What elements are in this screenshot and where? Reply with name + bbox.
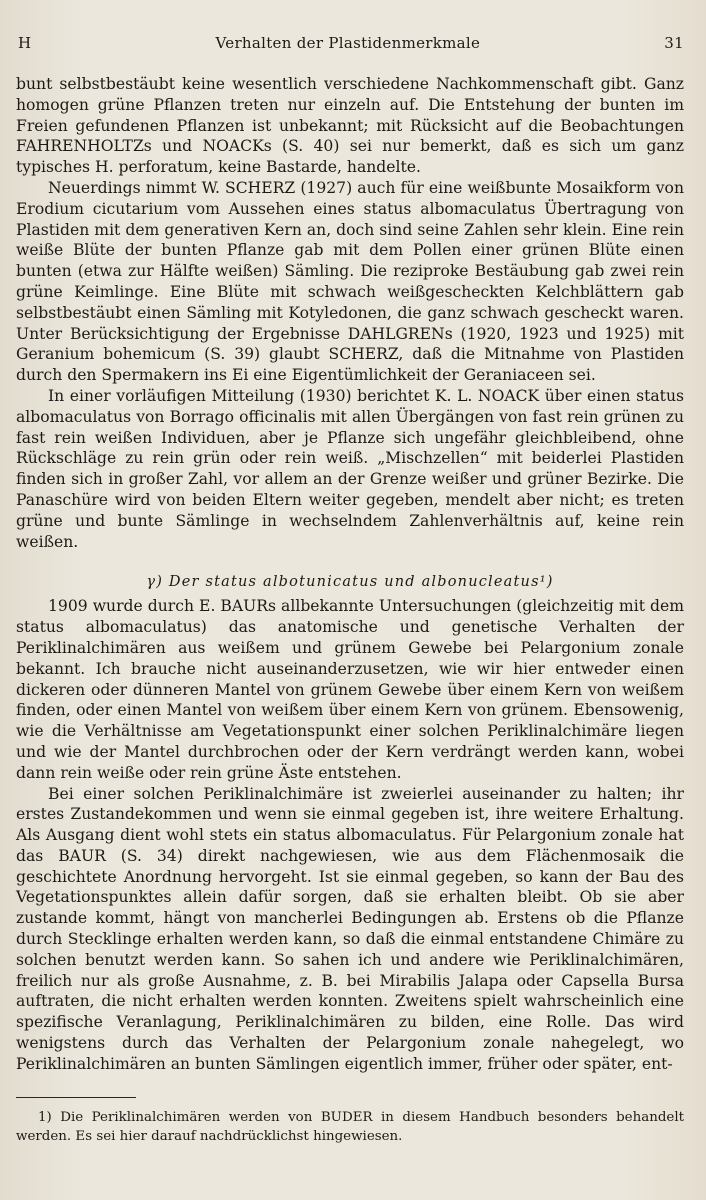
- paragraph-5: Bei einer solchen Periklinalchimäre ist zweierlei auseinander zu halten; ihr erstes Zustandekommen und wenn sie einmal gegeben ist, ihre weitere Erhaltung. Als Ausgang dient wohl stets ein status albomaculatus. Für Pelargonium zonale hat das BAUR (S. 34) direkt nachgewiesen, wie aus dem Flächenmosaik die geschichtete Anordnung hervorgeht. Ist sie einmal gegeben, so kann der Bau des Vegetationspunktes allein dafür sorgen, daß sie erhalten bleibt. Ob sie aber zustande kommt, hängt von mancherlei Bedingungen ab. Erstens ob die Pflanze durch Stecklinge erhalten werden kann, so daß die einmal entstandene Chimäre zu solchen benutzt werden kann. So sahen ich und andere wie Periklinalchimären, freilich nur als große Ausnahme, z. B. bei Mirabilis Jalapa oder Capsella Bursa auftraten, die nicht erhalten werden konnten. Zweitens spielt wahrscheinlich eine spezifische Veranlagung, Periklinalchimären zu bilden, eine Rolle. Das wird wenigstens durch das Verhalten der Pelargonium zonale nahegelegt, wo Periklinalchimären an bunten Sämlingen eigentlich immer, früher oder später, ent-: [16, 784, 684, 1073]
- paragraph-4: 1909 wurde durch E. BAURs allbekannte Untersuchungen (gleichzeitig mit dem status albomaculatus) das anatomische und genetische Verhalten der Periklinalchimären aus weißem und grünem Gewebe bei Pelargonium zonale bekannt. Ich brauche nicht auseinanderzusetzen, wie wir hier entweder einen dickeren oder dünneren Mantel von grünem Gewebe über einem Kern von weißem finden, oder einen Mantel von weißem über einem Kern von grünem. Ebensowenig, wie die Verhältnisse am Vegetationspunkt einer solchen Periklinalchimäre liegen und wie der Mantel durchbrochen oder der Kern verdrängt werden kann, wobei dann rein weiße oder rein grüne Äste entstehen.: [16, 597, 684, 782]
- body-text: [16, 74, 684, 1075]
- footnote: 1) Die Periklinalchimären werden von BUDER in diesem Handbuch besonders behandelt werden. Es sei hier darauf nachdrücklichst hingewiesen.: [16, 1109, 684, 1144]
- page-number: 31: [664, 34, 684, 52]
- header-left: H: [18, 34, 32, 52]
- paragraph-1: bunt selbstbestäubt keine wesentlich verschiedene Nachkommenschaft gibt. Ganz homogen grüne Pflanzen treten nur einzeln auf. Die Entstehung der bunten im Freien gefundenen Pflanzen ist unbekannt; mit Rücksicht auf die Beobachtungen FAHRENHOLTZs und NOACKs (S. 40) sei nur bemerkt, daß es sich um ganz typisches H. perforatum, keine Bastarde, handelte.: [16, 75, 684, 177]
- running-header: [16, 34, 684, 52]
- paragraph-2: Neuerdings nimmt W. SCHERZ (1927) auch für eine weißbunte Mosaikform von Erodium cicutarium vom Aussehen eines status albomaculatus Übertragung von Plastiden mit dem generativen Kern an, doch sind seine Zahlen sehr klein. Eine rein weiße Blüte der bunten Pflanze gab mit dem Pollen einer grünen Blüte einen bunten (etwa zur Hälfte weißen) Sämling. Die reziproke Bestäubung gab zwei rein grüne Keimlinge. Eine Blüte mit schwach weißgescheckten Kelchblättern gab selbstbestäubt einen Sämling mit Kotyledonen, die ganz schwach gescheckt waren. Unter Berücksichtigung der Ergebnisse DAHLGRENs (1920, 1923 und 1925) mit Geranium bohemicum (S. 39) glaubt SCHERZ, daß die Mitnahme von Plastiden durch den Spermakern ins Ei eine Eigentümlichkeit der Geraniaceen sei.: [16, 178, 684, 385]
- footnote-divider: [16, 1097, 136, 1098]
- header-title: Verhalten der Plastidenmerkmale: [215, 34, 481, 52]
- paragraph-3: In einer vorläufigen Mitteilung (1930) berichtet K. L. NOACK über einen status albomaculatus von Borrago officinalis mit allen Übergängen von fast rein grünen zu fast rein weißen Individuen, aber je Pflanze sich ungefähr gleichbleibend, ohne Rückschläge zu rein grün oder rein weiß. „Mischzellen“ mit beiderlei Plastiden finden sich in großer Zahl, vor allem an der Grenze weißer und grüner Bezirke. Die Panaschüre wird von beiden Eltern weiter gegeben, mendelt aber nicht; es treten grüne und bunte Sämlinge in wechselndem Zahlenverhältnis auf, keine rein weißen.: [16, 386, 684, 551]
- section-heading: γ) Der status albotunicatus und albonucleatus¹): [146, 574, 554, 591]
